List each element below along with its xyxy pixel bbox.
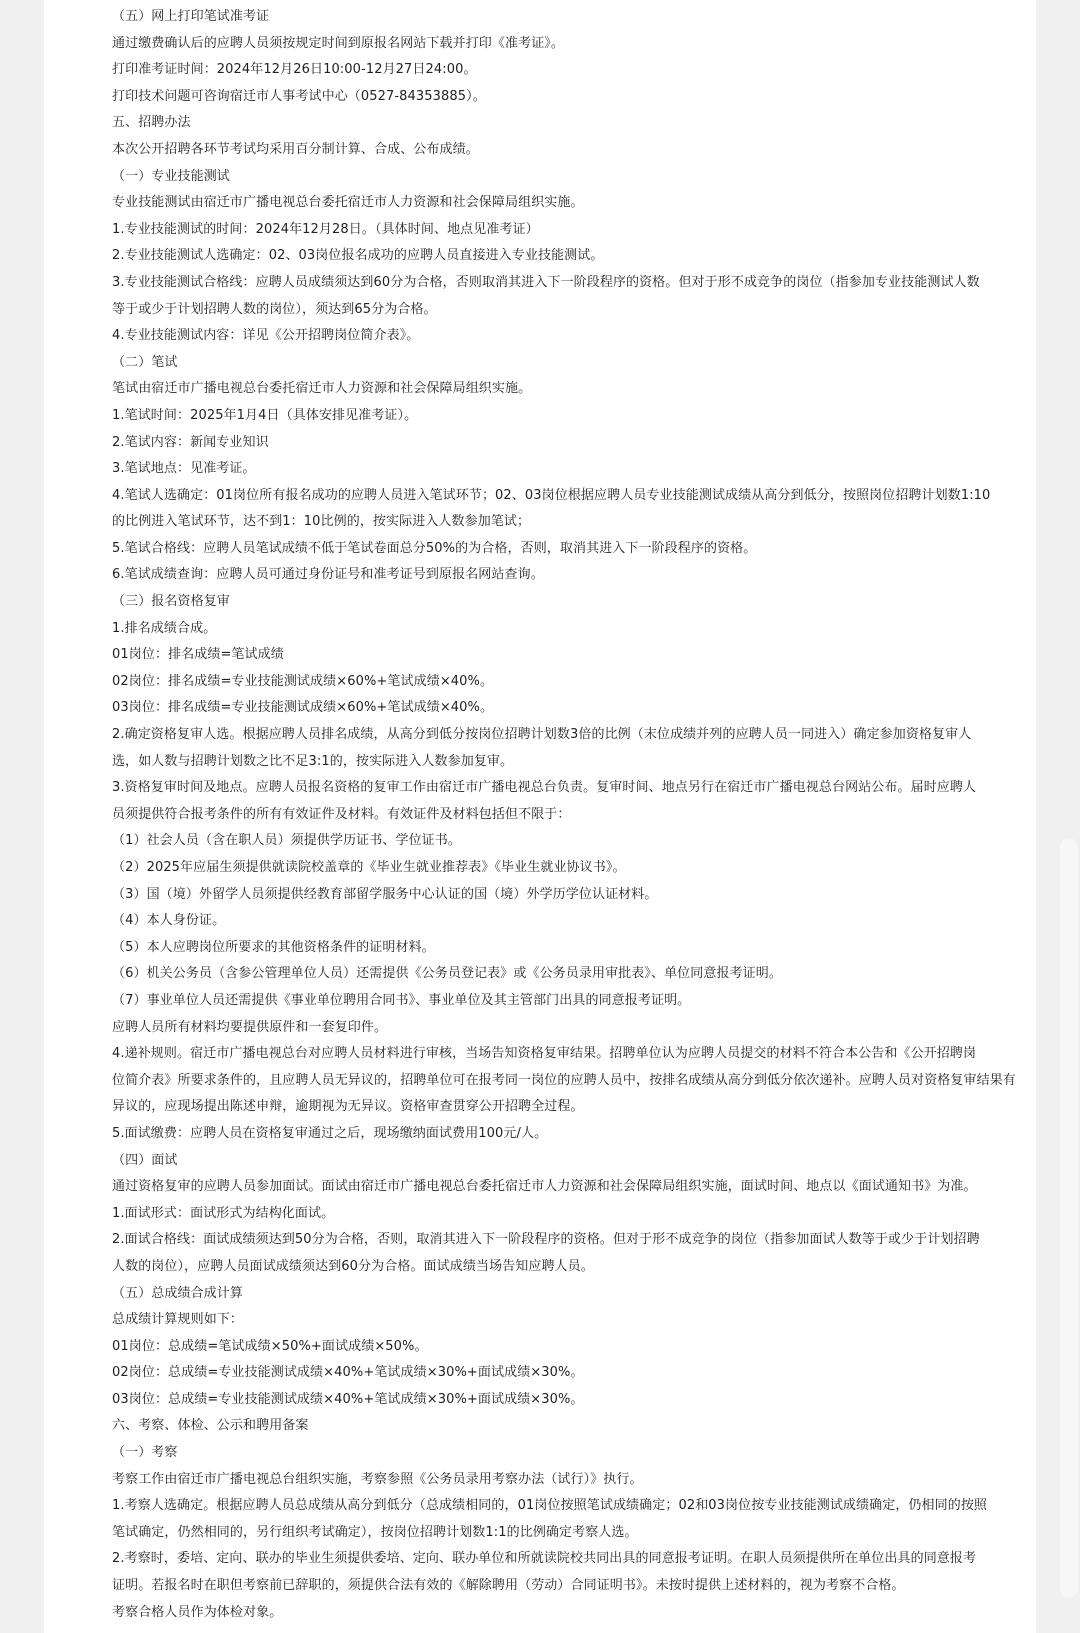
text-line: 03岗位：排名成绩=专业技能测试成绩×60%+笔试成绩×40%。 bbox=[112, 700, 494, 716]
text-line: 打印技术问题可咨询宿迁市人事考试中心（0527-84353885）。 bbox=[112, 88, 486, 104]
text-line: 五、招聘办法 bbox=[112, 115, 191, 131]
text-line: 01岗位：排名成绩=笔试成绩 bbox=[112, 647, 284, 663]
text-line: 考察工作由宿迁市广播电视总台组织实施，考察参照《公务员录用考察办法（试行）》执行。 bbox=[112, 1471, 643, 1487]
text-line: 1.面试形式：面试形式为结构化面试。 bbox=[112, 1205, 335, 1221]
text-line: （三）报名资格复审 bbox=[112, 594, 230, 610]
text-line: 2.考察时，委培、定向、联办的毕业生须提供委培、定向、联办单位和所就读院校共同出具的同意报考证明。在职人员须提供所在单位出具的同意报考 bbox=[112, 1551, 977, 1567]
text-line: 选，如人数与招聘计划数之比不足3:1的，按实际进入人数参加复审。 bbox=[112, 753, 514, 769]
text-line: （一）专业技能测试 bbox=[112, 168, 230, 184]
text-line: 证明。若报名时在职但考察前已辞职的，须提供合法有效的《解除聘用（劳动）合同证明书》。未按时提供上述材料的，视为考察不合格。 bbox=[112, 1578, 905, 1594]
text-line: 通过缴费确认后的应聘人员须按规定时间到原报名网站下载并打印《准考证》。 bbox=[112, 35, 565, 51]
text-line: 位简介表》所要求条件的，且应聘人员无异议的，招聘单位可在报考同一岗位的应聘人员中，按排名成绩从高分到低分依次递补。应聘人员对资格复审结果有 bbox=[112, 1072, 1016, 1088]
text-line: 5.面试缴费：应聘人员在资格复审通过之后，现场缴纳面试费用100元/人。 bbox=[112, 1125, 548, 1141]
text-line: 1.排名成绩合成。 bbox=[112, 620, 217, 636]
text-line: 六、考察、体检、公示和聘用备案 bbox=[112, 1418, 309, 1434]
text-line: （3）国（境）外留学人员须提供经教育部留学服务中心认证的国（境）外学历学位认证材料。 bbox=[112, 886, 658, 902]
text-line: （四）面试 bbox=[112, 1152, 178, 1168]
text-line: 02岗位：排名成绩=专业技能测试成绩×60%+笔试成绩×40%。 bbox=[112, 673, 494, 689]
text-line: 异议的，应现场提出陈述申辩，逾期视为无异议。资格审查贯穿公开招聘全过程。 bbox=[112, 1099, 584, 1115]
text-line: 人数的岗位），应聘人员面试成绩须达到60分为合格。面试成绩当场告知应聘人员。 bbox=[112, 1258, 594, 1274]
text-line: 2.确定资格复审人选。根据应聘人员排名成绩，从高分到低分按岗位招聘计划数3倍的比例（末位成绩并列的应聘人员一同进入）确定参加资格复审人 bbox=[112, 727, 972, 743]
text-line: 专业技能测试由宿迁市广播电视总台委托宿迁市人力资源和社会保障局组织实施。 bbox=[112, 195, 584, 211]
text-line: 01岗位：总成绩=笔试成绩×50%+面试成绩×50%。 bbox=[112, 1338, 428, 1354]
text-line: 1.笔试时间：2025年1月4日（具体安排见准考证）。 bbox=[112, 407, 418, 423]
text-line: 03岗位：总成绩=专业技能测试成绩×40%+笔试成绩×30%+面试成绩×30%。 bbox=[112, 1391, 584, 1407]
document-page bbox=[44, 0, 1036, 1633]
text-line: 笔试确定，仍然相同的，另行组织考试确定），按岗位招聘计划数1:1的比例确定考察人选。 bbox=[112, 1524, 638, 1540]
scrollbar-track[interactable] bbox=[1060, 838, 1078, 1598]
text-line: 笔试由宿迁市广播电视总台委托宿迁市人力资源和社会保障局组织实施。 bbox=[112, 381, 532, 397]
text-line: （4）本人身份证。 bbox=[112, 913, 226, 929]
text-line: 3.资格复审时间及地点。应聘人员报名资格的复审工作由宿迁市广播电视总台负责。复审时间、地点另行在宿迁市广播电视总台网站公布。届时应聘人 bbox=[112, 780, 977, 796]
text-line: 员须提供符合报考条件的所有有效证件及材料。有效证件及材料包括但不限于： bbox=[112, 806, 571, 822]
text-line: 1.专业技能测试的时间：2024年12月28日。（具体时间、地点见准考证） bbox=[112, 221, 539, 237]
text-line: 2.面试合格线：面试成绩须达到50分为合格，否则，取消其进入下一阶段程序的资格。但对于形不成竞争的岗位（指参加面试人数等于或少于计划招聘 bbox=[112, 1232, 980, 1248]
text-line: 2.专业技能测试人选确定：02、03岗位报名成功的应聘人员直接进入专业技能测试。 bbox=[112, 248, 604, 264]
text-line: （7）事业单位人员还需提供《事业单位聘用合同书》、事业单位及其主管部门出具的同意报考证明。 bbox=[112, 992, 691, 1008]
text-line: 4.笔试人选确定：01岗位所有报名成功的应聘人员进入笔试环节；02、03岗位根据应聘人员专业技能测试成绩从高分到低分，按照岗位招聘计划数1:10 bbox=[112, 487, 991, 503]
text-line: 的比例进入笔试环节，达不到1：10比例的，按实际进入人数参加笔试； bbox=[112, 514, 531, 530]
text-line: 考察合格人员作为体检对象。 bbox=[112, 1604, 283, 1620]
text-line: （二）笔试 bbox=[112, 354, 178, 370]
text-line: 1.考察人选确定。根据应聘人员总成绩从高分到低分（总成绩相同的，01岗位按照笔试成绩确定；02和03岗位按专业技能测试成绩确定，仍相同的按照 bbox=[112, 1498, 988, 1514]
text-line: 通过资格复审的应聘人员参加面试。面试由宿迁市广播电视总台委托宿迁市人力资源和社会保障局组织实施，面试时间、地点以《面试通知书》为准。 bbox=[112, 1179, 977, 1195]
text-line: （5）本人应聘岗位所要求的其他资格条件的证明材料。 bbox=[112, 939, 435, 955]
text-line: 总成绩计算规则如下： bbox=[112, 1312, 244, 1328]
text-line: （1）社会人员（含在职人员）须提供学历证书、学位证书。 bbox=[112, 833, 461, 849]
text-line: （6）机关公务员（含参公管理单位人员）还需提供《公务员登记表》或《公务员录用审批表》、单位同意报考证明。 bbox=[112, 966, 782, 982]
text-line: 4.递补规则。宿迁市广播电视总台对应聘人员材料进行审核，当场告知资格复审结果。招聘单位认为应聘人员提交的材料不符合本公告和《公开招聘岗 bbox=[112, 1046, 977, 1062]
text-line: 本次公开招聘各环节考试均采用百分制计算、合成、公布成绩。 bbox=[112, 141, 479, 157]
text-line: 2.笔试内容：新闻专业知识 bbox=[112, 434, 269, 450]
text-line: 4.专业技能测试内容：详见《公开招聘岗位简介表》。 bbox=[112, 328, 420, 344]
text-line: 02岗位：总成绩=专业技能测试成绩×40%+笔试成绩×30%+面试成绩×30%。 bbox=[112, 1365, 584, 1381]
text-line: 6.笔试成绩查询：应聘人员可通过身份证号和准考证号到原报名网站查询。 bbox=[112, 567, 544, 583]
text-line: （五）网上打印笔试准考证 bbox=[112, 9, 270, 24]
text-line: 应聘人员所有材料均要提供原件和一套复印件。 bbox=[112, 1019, 388, 1035]
text-line: 3.笔试地点：见准考证。 bbox=[112, 461, 256, 477]
text-line: 5.笔试合格线：应聘人员笔试成绩不低于笔试卷面总分50%的为合格，否则，取消其进入下一阶段程序的资格。 bbox=[112, 540, 757, 556]
text-line: （2）2025年应届生须提供就读院校盖章的《毕业生就业推荐表》《毕业生就业协议书》。 bbox=[112, 860, 626, 875]
text-line: （一）考察 bbox=[112, 1445, 178, 1461]
text-line: 打印准考证时间：2024年12月26日10:00-12月27日24:00。 bbox=[112, 62, 477, 78]
text-line: 3.专业技能测试合格线：应聘人员成绩须达到60分为合格，否则取消其进入下一阶段程序的资格。但对于形不成竞争的岗位（指参加专业技能测试人数 bbox=[112, 274, 980, 290]
text-line: 等于或少于计划招聘人数的岗位），须达到65分为合格。 bbox=[112, 301, 437, 317]
text-line: （五）总成绩合成计算 bbox=[112, 1285, 244, 1301]
